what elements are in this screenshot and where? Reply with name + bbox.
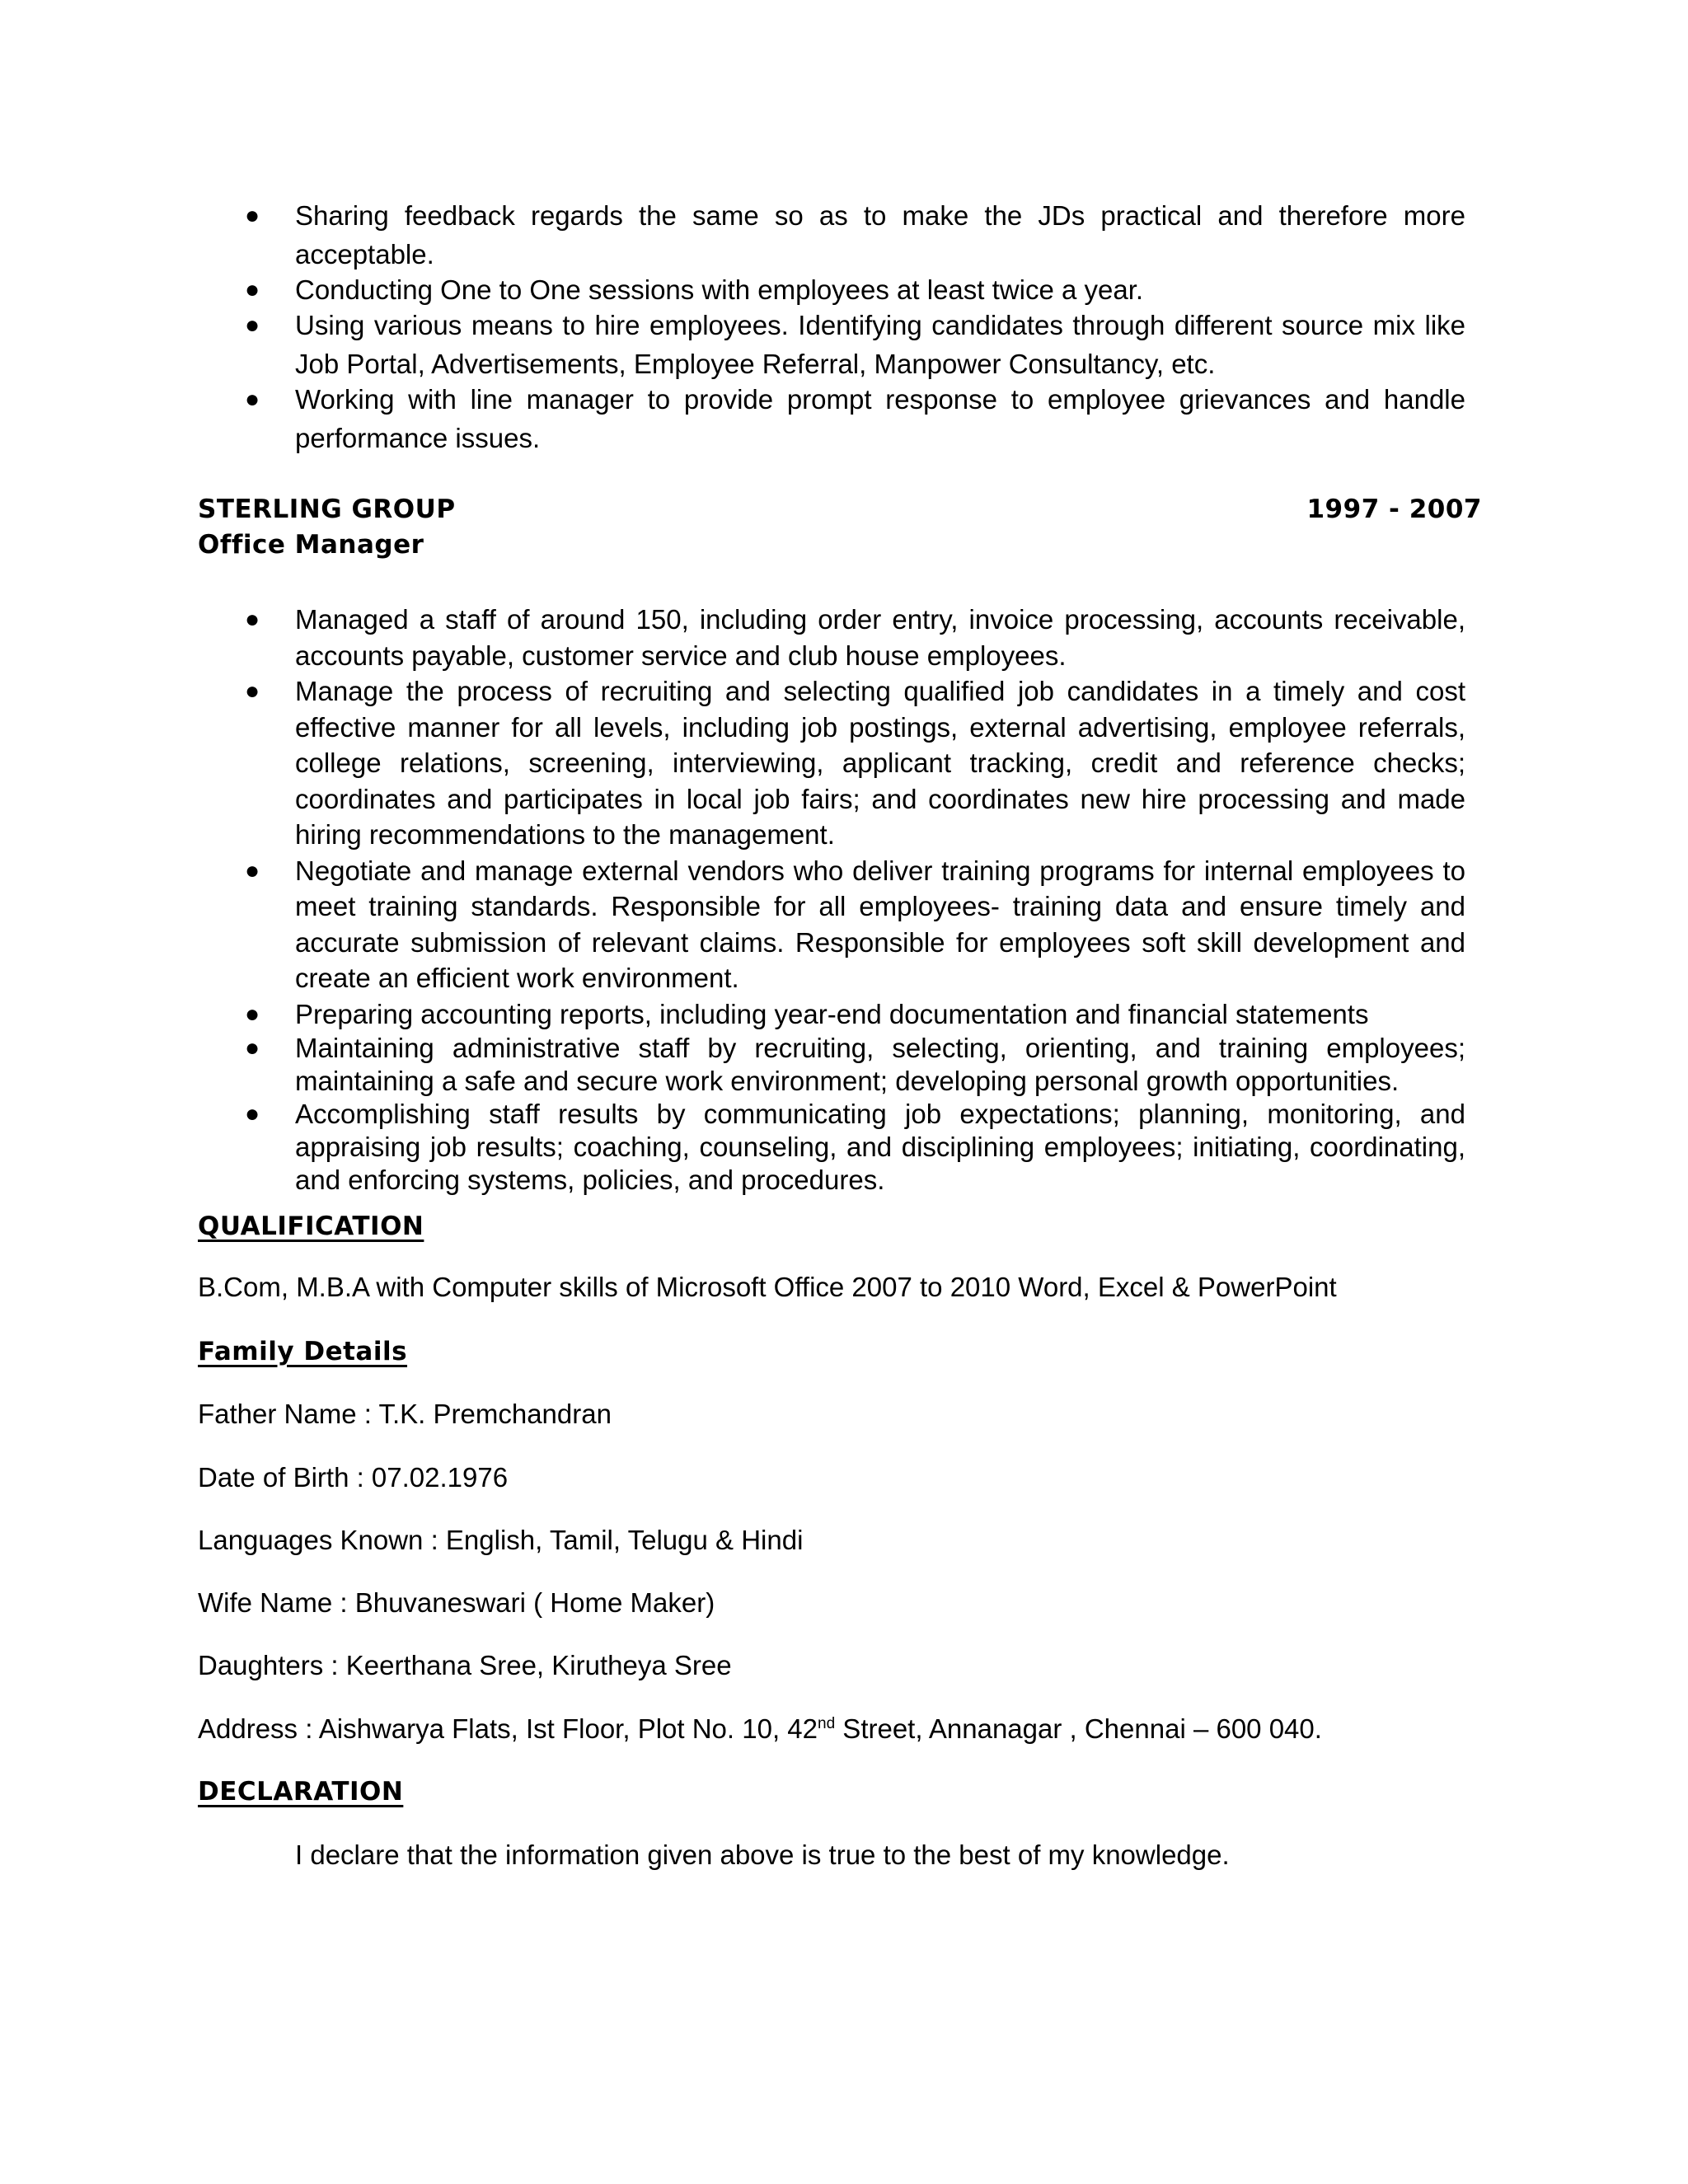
job-years: 1997 - 2007: [1306, 494, 1482, 524]
bullet-icon: ●: [245, 312, 260, 339]
list-item: ● Sharing feedback regards the same so as to make the JDs practical and therefore more acceptable.: [0, 196, 1465, 274]
list-item: ● Managed a staff of around 150, including order entry, invoice processing, accounts receivable, accounts payable, customer service and club house employees.: [0, 602, 1465, 673]
address: Address : Aishwarya Flats, Ist Floor, Plot No. 10, 42nd Street, Annanagar , Chennai – 600 040.: [198, 1713, 1322, 1744]
bullet-icon: ●: [245, 276, 260, 303]
hr-duties-list: [0, 196, 1465, 457]
list-item: ● Accomplishing staff results by communicating job expectations; planning, monitoring, and appraising job results; coaching, counseling, and disciplining employees; initiating, coordinating, and enforcing systems, policies, and procedures.: [245, 1099, 1465, 1195]
bullet-icon: ●: [245, 856, 260, 884]
wife-name: Wife Name : Bhuvaneswari ( Home Maker): [198, 1587, 715, 1618]
declaration-text: I declare that the information given above is true to the best of my knowledge.: [295, 1840, 1230, 1870]
bullet-icon: ●: [245, 386, 260, 413]
bullet-icon: ●: [245, 677, 260, 705]
daughters: Daughters : Keerthana Sree, Kirutheya Sree: [198, 1650, 732, 1680]
list-item: ● Manage the process of recruiting and selecting qualified job candidates in a timely and cost effective manner for all levels, including job postings, external advertising, employee referrals, college relations, screening, interviewing, applicant tracking, credit and reference checks; coordinates and participates in local job fairs; and coordinates new hire processing and made hiring recommendations to the management.: [0, 673, 1465, 853]
bullet-icon: ●: [245, 202, 260, 229]
list-item: ● Preparing accounting reports, including year-end documentation and financial statements: [0, 996, 1465, 1033]
qualification-heading: QUALIFICATION: [198, 1212, 424, 1241]
bullet-icon: ●: [245, 606, 260, 633]
qualification-text: B.Com, M.B.A with Computer skills of Microsoft Office 2007 to 2010 Word, Excel & PowerPoint: [198, 1272, 1337, 1302]
list-item: ● Conducting One to One sessions with employees at least twice a year.: [0, 270, 1465, 309]
list-item: ● Negotiate and manage external vendors who deliver training programs for internal employees to meet training standards. Responsible for all employees- training data and ensure timely and accurate submission of relevant claims. Responsible for employees soft skill development and create an efficient work environment.: [0, 853, 1465, 996]
family-details-heading: Family Details: [198, 1337, 408, 1366]
job-title: Office Manager: [198, 530, 424, 560]
bullet-icon: ●: [245, 1000, 260, 1028]
list-item: ● Maintaining administrative staff by recruiting, selecting, orienting, and training employees; maintaining a safe and secure work environment; developing personal growth opportunities.: [245, 1033, 1465, 1096]
date-of-birth: Date of Birth : 07.02.1976: [198, 1462, 509, 1493]
job-duties-list: [0, 602, 1465, 1197]
declaration-heading: DECLARATION: [198, 1777, 404, 1807]
list-item: ● Working with line manager to provide prompt response to employee grievances and handle performance issues.: [0, 380, 1465, 457]
bullet-icon: ●: [245, 1034, 260, 1062]
father-name: Father Name : T.K. Premchandran: [198, 1399, 612, 1429]
bullet-icon: ●: [245, 1100, 260, 1127]
company-name: STERLING GROUP: [198, 494, 456, 524]
languages-known: Languages Known : English, Tamil, Telugu & Hindi: [198, 1525, 804, 1555]
list-item: ● Using various means to hire employees. Identifying candidates through different source mix like Job Portal, Advertisements, Employee Referral, Manpower Consultancy, etc.: [0, 306, 1465, 383]
